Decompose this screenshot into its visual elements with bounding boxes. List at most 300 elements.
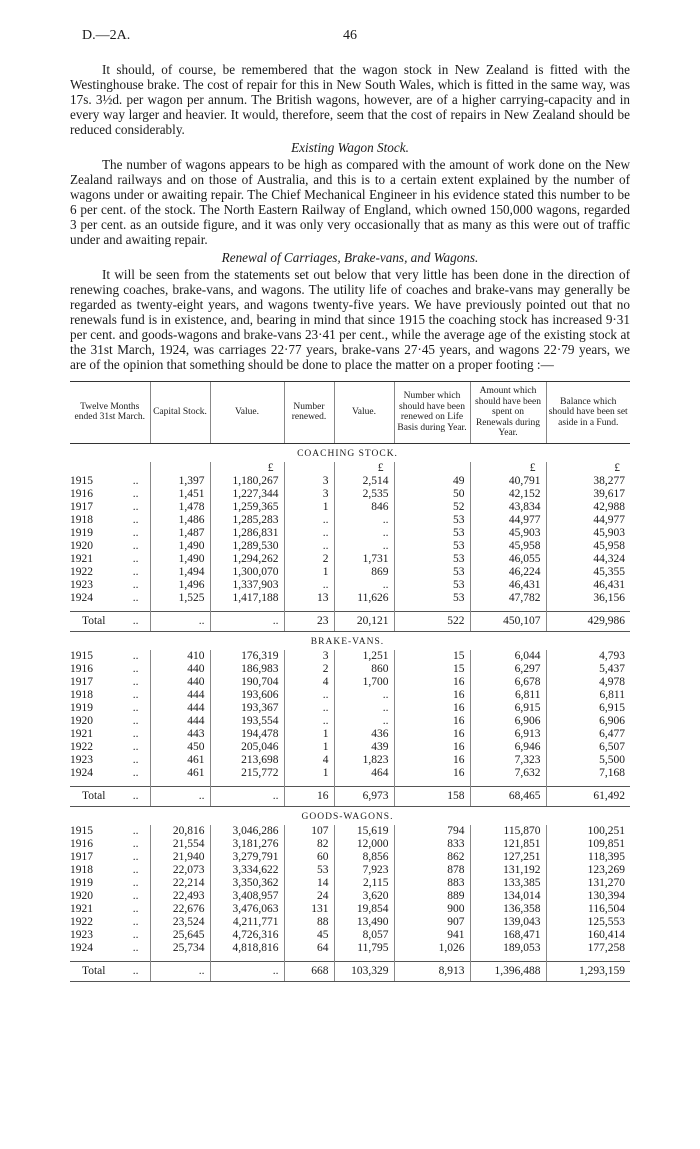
cell-life-basis: 16 (394, 715, 470, 728)
total-row (70, 961, 630, 981)
table-row (70, 942, 630, 955)
table-row (70, 851, 630, 864)
cell-renewals-amount: 6,044 (470, 650, 546, 663)
cell-renewed-value: .. (334, 579, 394, 592)
table-row (70, 540, 630, 553)
cell-renewed-value: 8,057 (334, 929, 394, 942)
table-row (70, 579, 630, 592)
cell-value: 1,417,188 (210, 592, 284, 605)
cell-capital-stock: 461 (150, 767, 210, 780)
cell-value: 1,286,831 (210, 527, 284, 540)
cell-renewals-amount: 168,471 (470, 929, 546, 942)
year-label: 1916 (70, 837, 93, 850)
cell-number-renewed: .. (284, 579, 334, 592)
empty-cell (150, 462, 210, 475)
cell-number-renewed: 1 (284, 767, 334, 780)
paragraph-renewal: It will be seen from the statements set out below that very little has been done in the direction of renewing coaches, brake-vans, and wagons. The utility life of coaches and brake-vans may generally be regarded as twenty-eight years, and wagons twenty-five years. We have previously pointed out that no renewals fund is in existence, and, bearing in mind that since 1915 the coaching stock has increased 9·31 per cent. and goods-wagons and brake-vans 23·41 per cent., while the average age of the existing stock at the 31st March, 1924, was carriages 22·77 years, brake-vans 27·45 years, and wagons 22·79 years, we are of the opinion that something should be done to place the matter on a proper footing :— (70, 267, 630, 372)
cell-renewed-value: .. (334, 540, 394, 553)
cell-renewals-amount: 46,224 (470, 566, 546, 579)
cell-renewals-amount: 43,834 (470, 501, 546, 514)
cell-value: 3,408,957 (210, 890, 284, 903)
cell-fund-balance: 5,437 (546, 663, 630, 676)
page-header (70, 28, 630, 50)
cell-life-basis: 16 (394, 702, 470, 715)
cell-number-renewed: .. (284, 514, 334, 527)
cell-renewals-amount: 45,903 (470, 527, 546, 540)
cell-value: 3,476,063 (210, 903, 284, 916)
cell-value: 1,337,903 (210, 579, 284, 592)
cell-renewed-value: 1,251 (334, 650, 394, 663)
cell-renewals-amount: 6,678 (470, 676, 546, 689)
year-label: 1922 (70, 915, 93, 928)
cell-capital-stock: 1,490 (150, 540, 210, 553)
total-row (70, 611, 630, 631)
total-year (70, 786, 150, 806)
cell-life-basis: 15 (394, 650, 470, 663)
leader-dots: .. (132, 688, 139, 701)
cell-capital-stock: 444 (150, 715, 210, 728)
table-row (70, 475, 630, 488)
cell-fund-balance: 45,958 (546, 540, 630, 553)
table-row (70, 767, 630, 780)
year-label: 1919 (70, 526, 93, 539)
cell-value: 186,983 (210, 663, 284, 676)
total-life-basis: 158 (394, 786, 470, 806)
cell-renewed-value: 2,535 (334, 488, 394, 501)
year-label: 1922 (70, 565, 93, 578)
cell-renewed-value: 2,514 (334, 475, 394, 488)
cell-capital-stock: 22,493 (150, 890, 210, 903)
cell-fund-balance: 116,504 (546, 903, 630, 916)
total-value: .. (210, 611, 284, 631)
cell-renewals-amount: 44,977 (470, 514, 546, 527)
year-label: 1915 (70, 474, 93, 487)
leader-dots: .. (132, 928, 139, 941)
leader-dots: .. (132, 850, 139, 863)
cell-fund-balance: 45,355 (546, 566, 630, 579)
leader-dots: .. (132, 539, 139, 552)
cell-year (70, 650, 150, 663)
year-label: 1924 (70, 941, 93, 954)
total-renewed-value: 20,121 (334, 611, 394, 631)
section-title-row (70, 631, 630, 650)
cell-value: 1,294,262 (210, 553, 284, 566)
table-row (70, 501, 630, 514)
cell-renewals-amount: 121,851 (470, 838, 546, 851)
cell-year (70, 514, 150, 527)
cell-renewed-value: .. (334, 702, 394, 715)
total-number-renewed: 16 (284, 786, 334, 806)
cell-renewals-amount: 7,632 (470, 767, 546, 780)
total-fund-balance: 61,492 (546, 786, 630, 806)
cell-renewed-value: .. (334, 689, 394, 702)
header-capital-stock: Capital Stock. (150, 382, 210, 444)
cell-renewed-value: 8,856 (334, 851, 394, 864)
total-label: Total (82, 614, 106, 627)
table-row (70, 650, 630, 663)
cell-renewed-value: 1,823 (334, 754, 394, 767)
total-fund-balance: 1,293,159 (546, 961, 630, 981)
leader-dots: .. (132, 727, 139, 740)
cell-capital-stock: 1,486 (150, 514, 210, 527)
header-renewals-amount: Amount which should have been spent on Renewals during Year. (470, 382, 546, 444)
leader-dots: .. (132, 474, 139, 487)
leader-dots: .. (132, 552, 139, 565)
leader-dots: .. (132, 824, 139, 837)
leader-dots: .. (132, 915, 139, 928)
cell-number-renewed: 64 (284, 942, 334, 955)
cell-renewed-value: 15,619 (334, 825, 394, 838)
cell-capital-stock: 444 (150, 689, 210, 702)
cell-number-renewed: 24 (284, 890, 334, 903)
year-label: 1920 (70, 539, 93, 552)
cell-year (70, 825, 150, 838)
total-number-renewed: 23 (284, 611, 334, 631)
cell-capital-stock: 22,073 (150, 864, 210, 877)
cell-year (70, 501, 150, 514)
cell-renewals-amount: 6,297 (470, 663, 546, 676)
cell-year (70, 540, 150, 553)
cell-life-basis: 49 (394, 475, 470, 488)
leader-dots: .. (132, 500, 139, 513)
cell-renewed-value: 860 (334, 663, 394, 676)
header-number-renewed: Number renewed. (284, 382, 334, 444)
cell-renewals-amount: 6,811 (470, 689, 546, 702)
cell-year (70, 942, 150, 955)
cell-fund-balance: 6,811 (546, 689, 630, 702)
total-value: .. (210, 961, 284, 981)
cell-number-renewed: 1 (284, 501, 334, 514)
cell-renewed-value: 19,854 (334, 903, 394, 916)
cell-renewals-amount: 46,431 (470, 579, 546, 592)
cell-renewed-value: 1,700 (334, 676, 394, 689)
cell-renewed-value: 7,923 (334, 864, 394, 877)
leader-dots: .. (132, 614, 139, 627)
cell-year (70, 702, 150, 715)
leader-dots: .. (132, 837, 139, 850)
cell-fund-balance: 38,277 (546, 475, 630, 488)
header-life-basis: Number which should have been renewed on Life Basis during Year. (394, 382, 470, 444)
cell-life-basis: 16 (394, 754, 470, 767)
total-label: Total (82, 964, 106, 977)
year-label: 1920 (70, 889, 93, 902)
table-row (70, 864, 630, 877)
cell-number-renewed: 45 (284, 929, 334, 942)
cell-life-basis: 53 (394, 514, 470, 527)
cell-capital-stock: 22,676 (150, 903, 210, 916)
cell-fund-balance: 131,270 (546, 877, 630, 890)
cell-year (70, 488, 150, 501)
cell-renewed-value: .. (334, 715, 394, 728)
cell-renewals-amount: 45,958 (470, 540, 546, 553)
table-row (70, 877, 630, 890)
cell-renewals-amount: 7,323 (470, 754, 546, 767)
cell-fund-balance: 118,395 (546, 851, 630, 864)
cell-fund-balance: 36,156 (546, 592, 630, 605)
cell-number-renewed: .. (284, 715, 334, 728)
cell-capital-stock: 1,525 (150, 592, 210, 605)
currency-symbol: £ (210, 462, 284, 475)
cell-renewed-value: 436 (334, 728, 394, 741)
cell-fund-balance: 46,431 (546, 579, 630, 592)
leader-dots: .. (132, 649, 139, 662)
header-fund-balance: Balance which should have been set aside in a Fund. (546, 382, 630, 444)
year-label: 1918 (70, 688, 93, 701)
cell-fund-balance: 130,394 (546, 890, 630, 903)
total-renewed-value: 6,973 (334, 786, 394, 806)
leader-dots: .. (132, 876, 139, 889)
total-renewals-amount: 68,465 (470, 786, 546, 806)
cell-renewals-amount: 131,192 (470, 864, 546, 877)
cell-life-basis: 53 (394, 566, 470, 579)
cell-life-basis: 862 (394, 851, 470, 864)
cell-capital-stock: 1,397 (150, 475, 210, 488)
year-label: 1922 (70, 740, 93, 753)
cell-capital-stock: 25,645 (150, 929, 210, 942)
cell-number-renewed: 3 (284, 475, 334, 488)
year-label: 1917 (70, 500, 93, 513)
cell-capital-stock: 22,214 (150, 877, 210, 890)
leader-dots: .. (132, 863, 139, 876)
cell-renewed-value: 11,795 (334, 942, 394, 955)
year-label: 1921 (70, 552, 93, 565)
paragraph-wagon-brake: It should, of course, be remembered that the wagon stock in New Zealand is fitted with the Westinghouse brake. The cost of repair for this in New South Wales, which is fitted in the same way, was 17s. 3½d. per wagon per annum. The British wagons, however, are of a higher carrying-capacity and in every way larger and heavier. It would, therefore, seem that the cost of repairs in New Zealand should be reduced considerably. (70, 62, 630, 137)
cell-value: 4,726,316 (210, 929, 284, 942)
cell-renewals-amount: 133,385 (470, 877, 546, 890)
section-title-row (70, 806, 630, 825)
cell-fund-balance: 45,903 (546, 527, 630, 540)
year-label: 1916 (70, 487, 93, 500)
leader-dots: .. (132, 902, 139, 915)
cell-renewed-value: 869 (334, 566, 394, 579)
cell-renewals-amount: 134,014 (470, 890, 546, 903)
cell-value: 193,367 (210, 702, 284, 715)
leader-dots: .. (132, 526, 139, 539)
table-row (70, 488, 630, 501)
table-row (70, 929, 630, 942)
cell-renewals-amount: 115,870 (470, 825, 546, 838)
cell-value: 213,698 (210, 754, 284, 767)
cell-life-basis: 16 (394, 767, 470, 780)
table-row (70, 553, 630, 566)
cell-capital-stock: 20,816 (150, 825, 210, 838)
table-row (70, 592, 630, 605)
year-label: 1920 (70, 714, 93, 727)
cell-year (70, 715, 150, 728)
cell-life-basis: 16 (394, 741, 470, 754)
cell-capital-stock: 1,478 (150, 501, 210, 514)
leader-dots: .. (132, 675, 139, 688)
cell-fund-balance: 6,507 (546, 741, 630, 754)
total-year (70, 611, 150, 631)
table-row (70, 825, 630, 838)
cell-life-basis: 53 (394, 579, 470, 592)
table-row (70, 702, 630, 715)
cell-capital-stock: 21,940 (150, 851, 210, 864)
cell-number-renewed: 1 (284, 566, 334, 579)
cell-number-renewed: .. (284, 540, 334, 553)
leader-dots: .. (132, 565, 139, 578)
cell-renewed-value: 464 (334, 767, 394, 780)
cell-life-basis: 16 (394, 676, 470, 689)
cell-fund-balance: 123,269 (546, 864, 630, 877)
leader-dots: .. (132, 740, 139, 753)
total-label: Total (82, 789, 106, 802)
table-row (70, 689, 630, 702)
year-label: 1918 (70, 863, 93, 876)
table-row (70, 676, 630, 689)
table-row (70, 566, 630, 579)
total-value: .. (210, 786, 284, 806)
leader-dots: .. (132, 487, 139, 500)
currency-symbol: £ (334, 462, 394, 475)
cell-year (70, 566, 150, 579)
cell-number-renewed: 88 (284, 916, 334, 929)
year-label: 1917 (70, 850, 93, 863)
cell-fund-balance: 109,851 (546, 838, 630, 851)
paragraph-wagon-numbers: The number of wagons appears to be high as compared with the amount of work done on the New Zealand railways and on those of Australia, and this is to a certain extent explained by the number of wagons under or awaiting repair. The Chief Mechanical Engineer in his evidence stated this number to be 6 per cent. of the stock. The North Eastern Railway of England, which owned 150,000 wagons, regarded 3 per cent. as an outside figure, and it was only very occasionally that as many as this were out of traffic under and awaiting repair. (70, 157, 630, 247)
table-row (70, 890, 630, 903)
table-row (70, 514, 630, 527)
total-capital-stock: .. (150, 611, 210, 631)
cell-value: 3,334,622 (210, 864, 284, 877)
currency-symbol: £ (470, 462, 546, 475)
heading-renewal: Renewal of Carriages, Brake-vans, and Wagons. (221, 250, 479, 265)
cell-year (70, 579, 150, 592)
total-year (70, 961, 150, 981)
cell-value: 3,279,791 (210, 851, 284, 864)
table-row (70, 741, 630, 754)
cell-fund-balance: 39,617 (546, 488, 630, 501)
cell-fund-balance: 7,168 (546, 767, 630, 780)
cell-fund-balance: 6,906 (546, 715, 630, 728)
cell-number-renewed: .. (284, 689, 334, 702)
currency-symbol: £ (546, 462, 630, 475)
cell-year (70, 728, 150, 741)
cell-renewals-amount: 47,782 (470, 592, 546, 605)
cell-value: 1,227,344 (210, 488, 284, 501)
cell-number-renewed: 14 (284, 877, 334, 890)
cell-fund-balance: 42,988 (546, 501, 630, 514)
leader-dots: .. (132, 789, 139, 802)
cell-renewals-amount: 6,913 (470, 728, 546, 741)
cell-life-basis: 52 (394, 501, 470, 514)
cell-life-basis: 53 (394, 527, 470, 540)
cell-year (70, 663, 150, 676)
table-row (70, 916, 630, 929)
cell-life-basis: 900 (394, 903, 470, 916)
cell-renewed-value: .. (334, 514, 394, 527)
leader-dots: .. (132, 941, 139, 954)
cell-renewals-amount: 6,946 (470, 741, 546, 754)
cell-fund-balance: 177,258 (546, 942, 630, 955)
cell-capital-stock: 443 (150, 728, 210, 741)
cell-value: 4,211,771 (210, 916, 284, 929)
cell-fund-balance: 44,977 (546, 514, 630, 527)
table-row (70, 663, 630, 676)
cell-fund-balance: 5,500 (546, 754, 630, 767)
cell-year (70, 877, 150, 890)
table-row (70, 715, 630, 728)
cell-renewed-value: 3,620 (334, 890, 394, 903)
cell-value: 193,606 (210, 689, 284, 702)
year-label: 1915 (70, 649, 93, 662)
cell-number-renewed: .. (284, 527, 334, 540)
cell-value: 1,285,283 (210, 514, 284, 527)
table-header-row (70, 382, 630, 444)
year-label: 1923 (70, 753, 93, 766)
total-row (70, 786, 630, 806)
year-label: 1919 (70, 876, 93, 889)
cell-number-renewed: 131 (284, 903, 334, 916)
year-label: 1916 (70, 662, 93, 675)
cell-year (70, 916, 150, 929)
cell-value: 1,259,365 (210, 501, 284, 514)
cell-year (70, 592, 150, 605)
cell-life-basis: 889 (394, 890, 470, 903)
year-label: 1917 (70, 675, 93, 688)
cell-value: 176,319 (210, 650, 284, 663)
cell-renewed-value: 13,490 (334, 916, 394, 929)
cell-value: 205,046 (210, 741, 284, 754)
cell-fund-balance: 4,978 (546, 676, 630, 689)
header-renewed-value: Value. (334, 382, 394, 444)
cell-number-renewed: 4 (284, 754, 334, 767)
table-body (70, 443, 630, 981)
cell-capital-stock: 410 (150, 650, 210, 663)
cell-value: 194,478 (210, 728, 284, 741)
year-label: 1921 (70, 902, 93, 915)
cell-number-renewed: .. (284, 702, 334, 715)
heading-existing-wagon-stock: Existing Wagon Stock. (291, 140, 409, 155)
cell-renewals-amount: 139,043 (470, 916, 546, 929)
cell-number-renewed: 1 (284, 728, 334, 741)
cell-life-basis: 833 (394, 838, 470, 851)
year-label: 1918 (70, 513, 93, 526)
cell-renewals-amount: 189,053 (470, 942, 546, 955)
cell-value: 3,046,286 (210, 825, 284, 838)
cell-capital-stock: 23,524 (150, 916, 210, 929)
cell-life-basis: 878 (394, 864, 470, 877)
cell-life-basis: 16 (394, 728, 470, 741)
document-reference: D.—2A. (82, 28, 131, 43)
leader-dots: .. (132, 766, 139, 779)
cell-number-renewed: 13 (284, 592, 334, 605)
cell-renewals-amount: 136,358 (470, 903, 546, 916)
cell-number-renewed: 3 (284, 650, 334, 663)
cell-capital-stock: 1,494 (150, 566, 210, 579)
cell-number-renewed: 2 (284, 553, 334, 566)
total-life-basis: 522 (394, 611, 470, 631)
cell-year (70, 676, 150, 689)
cell-year (70, 838, 150, 851)
cell-value: 1,289,530 (210, 540, 284, 553)
cell-life-basis: 941 (394, 929, 470, 942)
cell-year (70, 864, 150, 877)
leader-dots: .. (132, 753, 139, 766)
cell-life-basis: 53 (394, 540, 470, 553)
currency-units-row (70, 462, 630, 475)
cell-capital-stock: 444 (150, 702, 210, 715)
table-row (70, 838, 630, 851)
total-capital-stock: .. (150, 961, 210, 981)
header-year: Twelve Months ended 31st March. (70, 382, 150, 444)
leader-dots: .. (132, 714, 139, 727)
leader-dots: .. (132, 513, 139, 526)
cell-value: 190,704 (210, 676, 284, 689)
cell-capital-stock: 1,496 (150, 579, 210, 592)
year-label: 1921 (70, 727, 93, 740)
